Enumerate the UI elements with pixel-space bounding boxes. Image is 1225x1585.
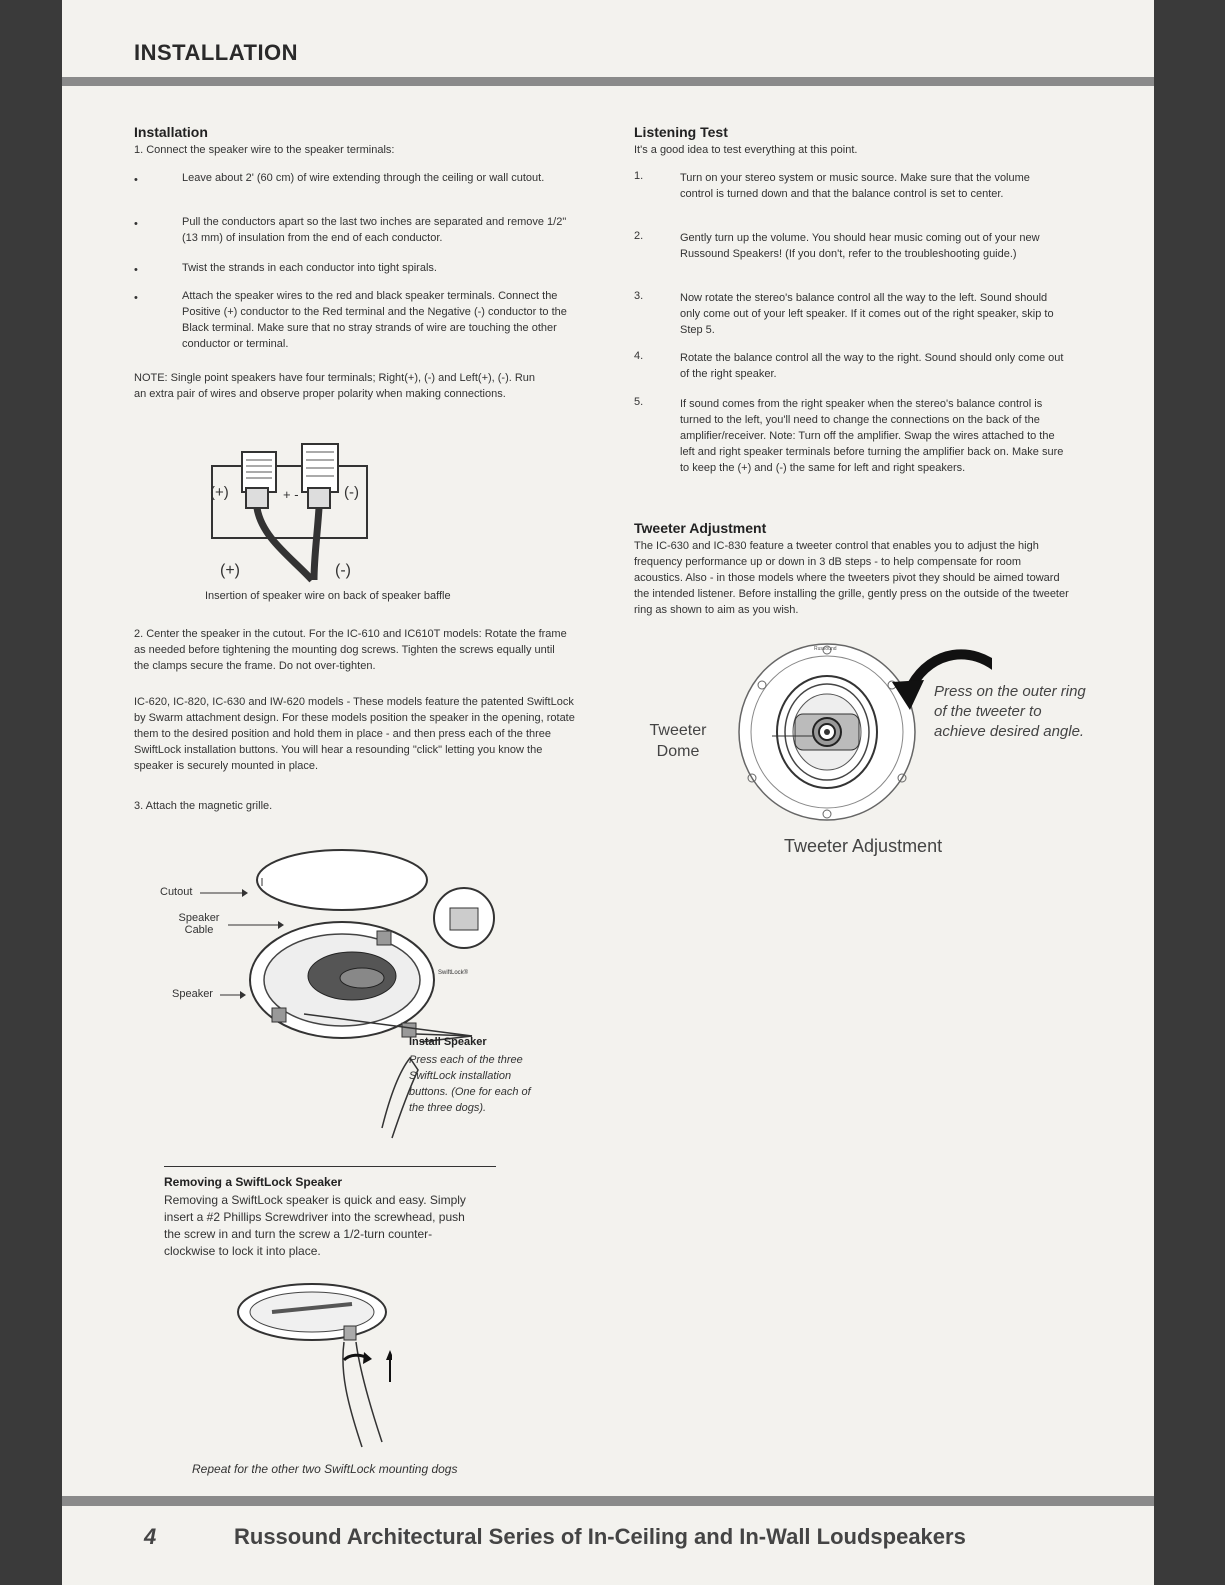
footer-rule: [62, 1496, 1154, 1506]
terminal-mid-label: + -: [283, 487, 299, 502]
press-label: Press on the outer ring of the tweeter to achieve desired angle.: [934, 683, 1086, 740]
removing-diagram: [232, 1282, 392, 1452]
speaker-label: Speaker: [172, 988, 213, 1000]
listening-heading: Listening Test: [634, 124, 728, 140]
tweeter-dome-label: Tweeter Dome: [649, 722, 707, 760]
terminal-caption: Insertion of speaker wire on back of speaker baffle: [205, 590, 451, 602]
step-text: Turn on your stereo system or music source. Make sure that the volume control is turned down and that the balance control is set to center.: [680, 172, 1030, 200]
step2b-text: IC-620, IC-820, IC-630 and IW-620 models - These models feature the patented SwiftLock by Swarm attachment design. For these models position the speaker in the opening, rotate them to the desired position and hold them in place - and then press each of the three SwiftLock installation buttons. You will hear a resounding "click" letting you know the speaker is securely mounted in place.: [134, 696, 575, 772]
removing-heading: Removing a SwiftLock Speaker: [164, 1175, 343, 1189]
wire-neg-label: (-): [335, 562, 351, 579]
header-rule: [62, 77, 1154, 86]
step3-text: 3. Attach the magnetic grille.: [134, 800, 273, 812]
install-speaker-heading: Install Speaker: [409, 1036, 487, 1048]
step-number: 3.: [634, 290, 644, 302]
terminal-pos-label: (+): [210, 484, 229, 501]
cable-arrow: [228, 920, 286, 930]
bullet-item: Twist the strands in each conductor into tight spirals.: [182, 262, 437, 274]
terminal-neg-label: (-): [344, 484, 359, 501]
step-number: 5.: [634, 396, 644, 408]
cutout-arrow: [200, 888, 250, 898]
cutout-label: Cutout: [160, 886, 193, 898]
removing-rule: [164, 1166, 496, 1167]
removing-text: Removing a SwiftLock speaker is quick and easy. Simply insert a #2 Phillips Screwdriver into the screwhead, push the screw in and turn the screw a 1/2-turn counter-clockwise to lock it into place.: [164, 1193, 466, 1258]
step-text: Now rotate the stereo's balance control all the way to the left. Sound should only come out of your left speaker. If it comes out of the right speaker, skip to Step 5.: [680, 292, 1054, 336]
step-number: 4.: [634, 350, 644, 362]
bullet-marker: •: [134, 292, 138, 304]
tweeter-caption: Tweeter Adjustment: [784, 836, 943, 856]
footer-title: Russound Architectural Series of In-Ceiling and In-Wall Loudspeakers: [234, 1524, 966, 1549]
brand-mark: Russound: [814, 646, 837, 652]
speaker-cable-label: Speaker Cable: [178, 912, 220, 936]
speaker-arrow: [220, 990, 248, 1000]
step-text: Gently turn up the volume. You should hear music coming out of your new Russound Speakers! (If you don't, refer to the troubleshooting guide.): [680, 232, 1040, 260]
bullet-item: Pull the conductors apart so the last two inches are separated and remove 1/2" (13 mm) of insulation from the end of each conductor.: [182, 216, 567, 244]
bullet-item: Leave about 2' (60 cm) of wire extending through the ceiling or wall cutout.: [182, 172, 545, 184]
install-speaker-text: Press each of the three SwiftLock installation buttons. (One for each of the three dogs).: [409, 1054, 531, 1114]
listening-intro: It's a good idea to test everything at this point.: [634, 144, 858, 156]
page-title: INSTALLATION: [134, 40, 299, 65]
document-page: [62, 0, 1154, 1585]
wire-pos-label: (+): [220, 562, 240, 579]
repeat-caption: Repeat for the other two SwiftLock mounting dogs: [192, 1462, 458, 1476]
tweeter-text: The IC-630 and IC-830 feature a tweeter control that enables you to adjust the high frequency performance up or down in 3 dB steps - to help compensate for room acoustics. Also - in those models where the tweeters pivot they should be aimed toward the intended listener. Before installing the grille, gently press on the outside of the tweeter ring as shown to aim as you wish.: [634, 540, 1069, 616]
step2-text: 2. Center the speaker in the cutout. For the IC-610 and IC610T models: Rotate the frame as needed before tightening the mounting dog screws. Tighten the screws equally until the clamps secure the frame. Do not over-tighten.: [134, 628, 567, 672]
note-text: NOTE: Single point speakers have four terminals; Right(+), (-) and Left(+), (-). Run an extra pair of wires and observe proper polarity when making connections.: [134, 372, 536, 400]
bullet-marker: •: [134, 264, 138, 276]
step1-intro: 1. Connect the speaker wire to the speaker terminals:: [134, 144, 395, 156]
step-text: Rotate the balance control all the way to the right. Sound should only come out of the right speaker.: [680, 352, 1064, 380]
bullet-marker: •: [134, 174, 138, 186]
tweeter-heading: Tweeter Adjustment: [634, 520, 767, 536]
page-number: 4: [144, 1524, 157, 1549]
step-text: If sound comes from the right speaker when the stereo's balance control is turned to the left, you'll need to change the connections on the back of the amplifier/receiver. Note: Turn off the amplifier. Swap the wires attached to the left and right speaker terminals before turning the amplifier back on. Make sure to keep the (+) and (-) the same for left and right speakers.: [680, 398, 1064, 474]
step-number: 1.: [634, 170, 644, 182]
bullet-marker: •: [134, 218, 138, 230]
swiftlock-label: SwiftLock®: [438, 970, 469, 976]
bullet-item: Attach the speaker wires to the red and black speaker terminals. Connect the Positive (+) conductor to the Red terminal and the Negative (-) conductor to the Black terminal. Make sure that no stray strands of wire are touching the other conductor or terminal.: [182, 290, 567, 350]
step-number: 2.: [634, 230, 644, 242]
installation-heading: Installation: [134, 124, 208, 140]
